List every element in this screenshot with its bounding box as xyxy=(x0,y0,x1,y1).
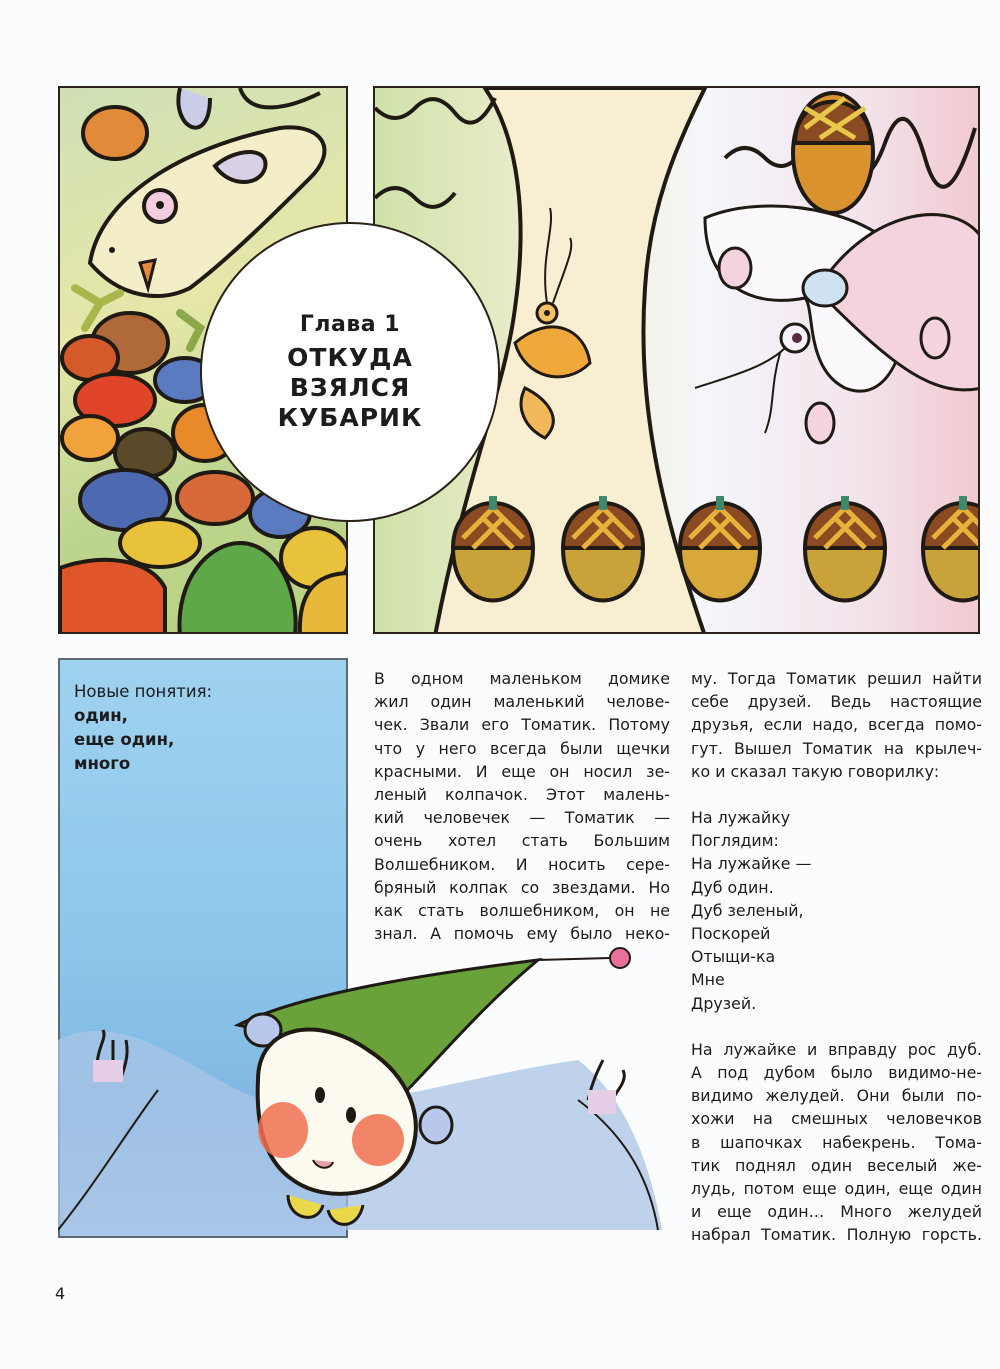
new-concepts xyxy=(74,680,212,776)
chapter-number: Глава 1 xyxy=(299,312,401,337)
chapter-title-line: ОТКУДА xyxy=(287,343,413,372)
concept-term: один, xyxy=(74,706,128,725)
text-line: друзья, если надо, всегда помо- xyxy=(691,715,982,735)
text-line: себе друзей. Ведь настоящие xyxy=(691,692,982,712)
concepts-heading: Новые понятия: xyxy=(74,682,213,701)
text-line: как стать волшебником, он не xyxy=(374,901,670,921)
text-line: На лужайке и вправду рос дуб. xyxy=(691,1039,982,1059)
story-column-left xyxy=(374,667,670,945)
text-line: ко и сказал такую говорилку: xyxy=(691,761,940,781)
chapter-title-circle xyxy=(200,222,500,522)
text-line: лудь, потом еще один, еще один xyxy=(691,1179,982,1199)
chapter-title-line: КУБАРИК xyxy=(277,403,423,432)
story-column-right xyxy=(691,667,982,1247)
poem-line: Поглядим: xyxy=(691,831,779,851)
text-line: А под дубом было видимо-не- xyxy=(691,1063,982,1083)
text-line: тик поднял один веселый же- xyxy=(691,1155,982,1175)
text-line: леный колпачок. Этот малень- xyxy=(374,785,670,805)
text-line: бряный колпак со звездами. Но xyxy=(374,877,670,897)
poem xyxy=(691,806,982,1015)
text-line: Волшебником. И носить сере- xyxy=(374,854,670,874)
text-line: очень хотел стать Большим xyxy=(374,831,670,851)
poem-line: Поскорей xyxy=(691,924,771,944)
text-line: красными. И еще он носил зе- xyxy=(374,761,670,781)
text-line: жил один маленький челове- xyxy=(374,692,670,712)
poem-line: На лужайку xyxy=(691,808,791,828)
text-line: хожи на смешных человечков xyxy=(691,1109,982,1129)
poem-line: Дуб зеленый, xyxy=(691,900,804,920)
poem-line: Мне xyxy=(691,970,725,990)
text-line: что у него всегда были щечки xyxy=(374,738,670,758)
poem-line: На лужайке — xyxy=(691,854,812,874)
chapter-title-line: ВЗЯЛСЯ xyxy=(289,373,411,402)
text-line: чек. Звали его Томатик. Потому xyxy=(374,715,670,735)
poem-line: Дуб один. xyxy=(691,877,774,897)
text-line: в шапочках набекрень. Тома- xyxy=(691,1132,982,1152)
gnome-tomatik-illustration xyxy=(58,930,668,1240)
text-line: В одном маленьком домике xyxy=(374,669,670,688)
text-line: и еще один… Много желудей xyxy=(691,1202,982,1222)
page-number: 4 xyxy=(55,1284,66,1303)
poem-line: Друзей. xyxy=(691,993,757,1013)
text-line: гут. Вышел Томатик на крылеч- xyxy=(691,738,982,758)
concept-term: еще один, xyxy=(74,730,175,749)
poem-line: Отыщи-ка xyxy=(691,947,776,967)
text-line: видимо желудей. Они были по- xyxy=(691,1086,982,1106)
text-line: знал. А помочь ему было неко- xyxy=(374,924,670,944)
closing-paragraph xyxy=(691,1038,982,1247)
text-line: кий человечек — Томатик — xyxy=(374,808,670,828)
concept-term: много xyxy=(74,754,131,773)
text-line: набрал Томатик. Полную горсть. xyxy=(691,1225,982,1245)
text-line: му. Тогда Томатик решил найти xyxy=(691,669,982,688)
